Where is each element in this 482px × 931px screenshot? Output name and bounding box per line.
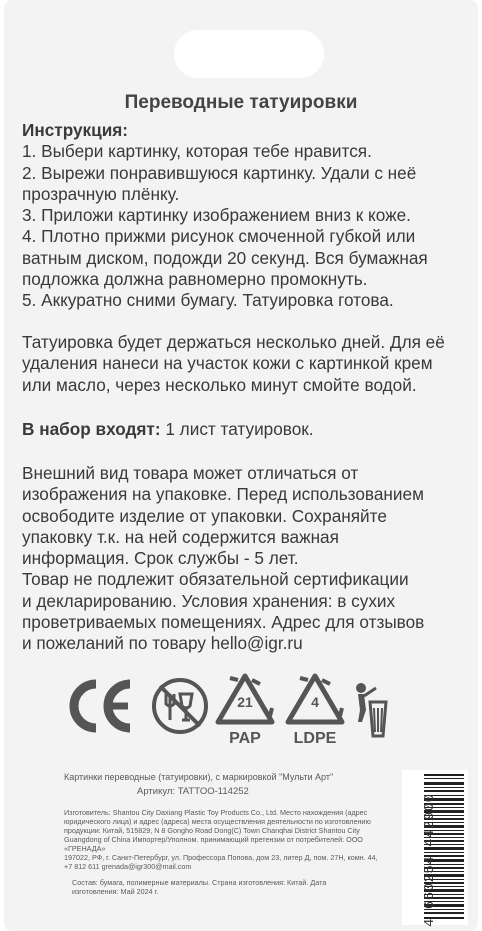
recycle-ldpe-icon — [284, 672, 346, 747]
duration-line: или масло, через несколько минут смойте водой. — [22, 374, 417, 395]
kit-label: В набор входят: — [22, 419, 161, 439]
manufacturer-line: юридического лица) и адрес (адреса) места осуществления деятельности по изготовлению — [64, 817, 371, 826]
barcode-digits: 4 660254 442900 — [422, 793, 438, 927]
instruction-line: 1. Выбери картинку, которая тебе нравится. — [22, 141, 372, 162]
composition-line: изготовления: Май 2024 г. — [72, 887, 159, 896]
notice-line: изображения на упаковке. Перед использованием — [22, 484, 424, 505]
hang-hole — [174, 30, 324, 78]
recycle-code: 21 — [237, 694, 253, 710]
instruction-heading: Инструкция: — [22, 120, 129, 140]
notice-line: освободите изделие от упаковки. Сохраняйте — [22, 505, 387, 526]
manufacturer-line: +7 812 611 grenada@igr300@mail.com — [64, 862, 192, 871]
marking-icons — [64, 672, 394, 752]
instruction-line: подложка должна равномерно промокнуть. — [22, 269, 368, 290]
not-food-contact-icon — [150, 676, 210, 736]
manufacturer-block — [64, 808, 404, 871]
notice-line: и пожеланий по товару hello@igr.ru — [22, 633, 303, 654]
notice-line: Товар не подлежит обязательной сертификации — [22, 569, 409, 590]
manufacturer-line: Изготовитель: Shantou City Daxiang Plastic Toy Products Co., Ltd. Место нахождения (адрес — [64, 808, 368, 817]
page-title: Переводные татуировки — [124, 92, 358, 113]
notice-line: информация. Срок службы - 5 лет. — [22, 548, 299, 569]
instruction-line: 5. Аккуратно сними бумагу. Татуировка готова. — [22, 290, 394, 311]
duration-block — [22, 332, 470, 396]
instruction-line: 2. Вырежи понравившуюся картинку. Удали с неё — [22, 162, 417, 183]
notice-line: упаковку т.к. на ней содержится важная — [22, 526, 339, 547]
instruction-block — [22, 120, 470, 312]
duration-line: Татуировка будет держаться несколько дней. Для её — [22, 332, 445, 352]
notice-line: Внешний вид товара может отличаться от — [22, 463, 359, 483]
manufacturer-line: продукции: Китай, 515829, N 8 Gongho Road Dong(C) Town Chanqhai District Shantou City — [64, 826, 360, 835]
kit-block — [22, 419, 470, 440]
product-article: Артикул: TATTOO-114252 — [137, 786, 249, 797]
recycle-label: PAP — [229, 730, 261, 747]
composition-block — [72, 878, 392, 896]
ce-mark-icon — [66, 678, 138, 734]
composition-line: Состав: бумага, полимерные материалы. Страна изготовления: Китай. Дата — [72, 878, 327, 887]
recycle-code: 4 — [311, 694, 319, 710]
instruction-line: 4. Плотно прижми рисунок смоченной губкой или — [22, 226, 416, 247]
duration-line: удаления нанеси на участок кожи с картинкой крем — [22, 353, 433, 374]
instruction-line: 3. Приложи картинку изображением вниз к коже. — [22, 205, 411, 226]
kit-value: 1 лист татуировок. — [160, 419, 314, 439]
recycle-pap-icon — [214, 672, 276, 747]
manufacturer-line: 197022, РФ, г. Санкт-Петербург, ул. Профессора Попова, дом 23, литер Д, пом. 27Н, комн. 44, — [64, 853, 378, 862]
notice-block — [22, 463, 470, 655]
tidy-man-bin-icon — [354, 682, 388, 738]
instruction-line: прозрачную плёнку. — [22, 183, 180, 204]
notice-line: и декларированию. Условия хранения: в сухих — [22, 590, 396, 611]
product-name: Картинки переводные (татуировки), с маркировкой "Мульти Арт" — [64, 772, 334, 782]
notice-line: проветриваемых помещениях. Адрес для отзывов — [22, 612, 425, 633]
manufacturer-line: Guangdong of China Импортер/Уполном. принимающий претензии от потребителей: ООО «ГРЕНАДА» — [64, 835, 363, 853]
instruction-line: ватным диском, подожди 20 секунд. Вся бумажная — [22, 247, 428, 268]
recycle-label: LDPE — [293, 730, 337, 747]
